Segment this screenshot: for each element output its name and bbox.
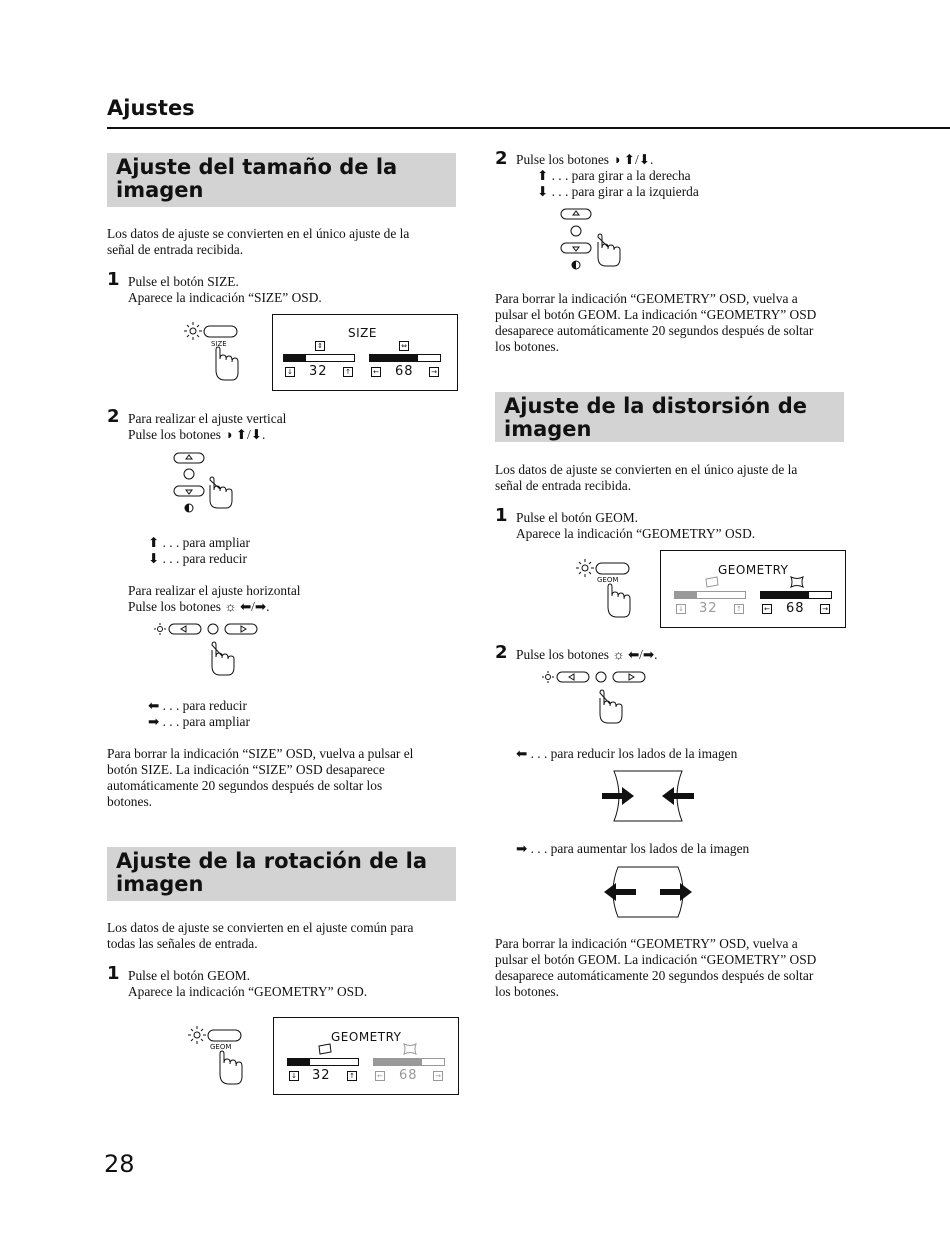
step-number: 1 <box>495 505 508 526</box>
page-number: 28 <box>104 1150 135 1178</box>
size-intro <box>107 226 409 258</box>
horizontal-size-bar <box>369 354 441 362</box>
rotation-step2-text <box>516 152 653 168</box>
distortion-right-text: ➡ . . . para aumentar los lados de la imagen <box>516 841 750 856</box>
text-line: ⬆ . . . para ampliar <box>148 535 250 550</box>
size-left-right-text <box>148 698 250 730</box>
distortion-closing-text <box>495 936 816 1000</box>
text-line: Para realizar el ajuste vertical <box>128 411 287 426</box>
size-osd-panel <box>272 314 458 391</box>
step-number: 2 <box>107 406 120 427</box>
text-line: Los datos de ajuste se convierten en el ajuste común para <box>107 920 414 935</box>
up-down-buttons-illustration <box>170 450 245 515</box>
text-line: ⬆ . . . para girar a la derecha <box>537 168 691 183</box>
osd-title: GEOMETRY <box>331 1030 402 1044</box>
text-line: automáticamente 20 segundos después de soltar los <box>107 778 383 793</box>
size-button-label: SIZE <box>211 340 227 348</box>
distortion-step2-text <box>516 647 657 663</box>
up-down-buttons-illustration <box>558 206 633 274</box>
geom-button-label: GEOM <box>597 576 619 584</box>
horizontal-size-value: 68 <box>395 364 414 379</box>
text-line: señal de entrada recibida. <box>495 478 632 493</box>
right-arrow-icon: → <box>433 1071 443 1081</box>
text-line: Para borrar la indicación “SIZE” OSD, vuelva a pulsar el <box>107 746 414 761</box>
text-line: Pulse los botones ☼ ⬅/➡. <box>128 599 270 614</box>
step-number: 1 <box>107 269 120 290</box>
text-line: Pulse el botón SIZE. <box>128 274 239 289</box>
vertical-size-value: 32 <box>309 364 328 379</box>
left-arrow-icon: ← <box>371 367 381 377</box>
pincushion-value: 68 <box>399 1068 418 1083</box>
section-title-size <box>107 153 456 207</box>
rotation-icon <box>318 1043 332 1055</box>
section-title-line: Ajuste de la distorsión de <box>504 394 807 418</box>
size-up-down-text <box>148 535 250 567</box>
text-line: botones. <box>107 794 153 809</box>
section-title-line: imagen <box>116 178 204 202</box>
osd-title: GEOMETRY <box>718 563 789 577</box>
text-line: Pulse el botón GEOM. <box>128 968 250 983</box>
text-line: todas las señales de entrada. <box>107 936 258 951</box>
text-line: ➡ . . . para ampliar <box>148 714 250 729</box>
rotation-bar <box>287 1058 359 1066</box>
text-line: Aparece la indicación “GEOMETRY” OSD. <box>128 984 368 999</box>
osd-title: SIZE <box>348 326 377 340</box>
section-title-distortion <box>495 392 844 442</box>
text-line: ⬇ . . . para reducir <box>148 551 247 566</box>
geom-button-illustration <box>572 555 642 625</box>
pincushion-icon <box>790 576 804 588</box>
size-step2-text <box>128 411 286 443</box>
text-line: Pulse los botones ◑ ⬆/⬇. <box>516 152 654 167</box>
step-number: 2 <box>495 642 508 663</box>
rotation-step1-text <box>128 968 367 1000</box>
pincushion-value: 68 <box>786 601 805 616</box>
rotation-value: 32 <box>312 1068 331 1083</box>
section-title-line: imagen <box>504 417 592 441</box>
reduce-sides-diagram <box>600 770 696 822</box>
text-line: Para borrar la indicación “GEOMETRY” OSD, vuelva a <box>495 936 798 951</box>
vertical-size-icon: ⇕ <box>315 341 325 351</box>
pincushion-icon <box>403 1043 417 1055</box>
text-line: ⬇ . . . para girar a la izquierda <box>537 184 699 199</box>
text-line: Pulse los botones ◑ ⬆/⬇. <box>128 427 266 442</box>
rotation-value: 32 <box>699 601 718 616</box>
left-right-buttons-illustration <box>538 668 653 730</box>
up-arrow-icon: ↑ <box>347 1071 357 1081</box>
size-closing-text <box>107 746 413 810</box>
geom-button-label: GEOM <box>210 1043 232 1051</box>
page-header-title: Ajustes <box>107 96 195 120</box>
step-number: 1 <box>107 963 120 984</box>
section-title-line: Ajuste de la rotación de la <box>116 849 428 873</box>
text-line: desaparece automáticamente 20 segundos después de soltar <box>495 323 814 338</box>
rotation-bar <box>674 591 746 599</box>
left-arrow-icon: ← <box>762 604 772 614</box>
header-rule <box>107 127 950 129</box>
rotation-intro <box>107 920 413 952</box>
text-line: Aparece la indicación “SIZE” OSD. <box>128 290 322 305</box>
distortion-osd-panel <box>660 550 846 628</box>
text-line: los botones. <box>495 984 559 999</box>
down-arrow-icon: ↓ <box>285 367 295 377</box>
down-arrow-icon: ↓ <box>289 1071 299 1081</box>
distortion-left-text: ⬅ . . . para reducir los lados de la imagen <box>516 746 738 761</box>
text-line: Los datos de ajuste se convierten en el único ajuste de la <box>107 226 410 241</box>
text-line: Los datos de ajuste se convierten en el único ajuste de la <box>495 462 798 477</box>
rotation-up-down-text <box>537 168 699 200</box>
up-arrow-icon: ↑ <box>343 367 353 377</box>
text-line: Para realizar el ajuste horizontal <box>128 583 301 598</box>
text-line: los botones. <box>495 339 559 354</box>
rotation-icon <box>705 576 719 588</box>
text-line: botón SIZE. La indicación “SIZE” OSD desaparece <box>107 762 385 777</box>
rotation-osd-panel <box>273 1017 459 1095</box>
text-line: desaparece automáticamente 20 segundos después de soltar <box>495 968 814 983</box>
increase-sides-diagram <box>600 866 696 918</box>
pincushion-bar <box>760 591 832 599</box>
text-line: Para borrar la indicación “GEOMETRY” OSD, vuelva a <box>495 291 798 306</box>
section-title-line: imagen <box>116 872 204 896</box>
section-title-line: Ajuste del tamaño de la <box>116 155 398 179</box>
distortion-step1-text <box>516 510 755 542</box>
vertical-size-bar <box>283 354 355 362</box>
rotation-closing-text <box>495 291 816 355</box>
text-line: Pulse el botón GEOM. <box>516 510 638 525</box>
geom-button-illustration <box>184 1022 254 1092</box>
step-number: 2 <box>495 148 508 169</box>
size-horizontal-text <box>128 583 301 615</box>
right-arrow-icon: → <box>429 367 439 377</box>
left-arrow-icon: ← <box>375 1071 385 1081</box>
left-right-buttons-illustration <box>150 620 265 682</box>
horizontal-size-icon: ⇔ <box>399 341 409 351</box>
text-line: pulsar el botón GEOM. La indicación “GEOMETRY” OSD <box>495 307 817 322</box>
up-arrow-icon: ↑ <box>734 604 744 614</box>
section-title-rotation <box>107 847 456 901</box>
distortion-intro <box>495 462 797 494</box>
right-arrow-icon: → <box>820 604 830 614</box>
text-line: Aparece la indicación “GEOMETRY” OSD. <box>516 526 756 541</box>
text-line: Pulse los botones ☼ ⬅/➡. <box>516 647 658 662</box>
down-arrow-icon: ↓ <box>676 604 686 614</box>
size-step1-text <box>128 274 322 306</box>
size-button-illustration <box>180 318 250 388</box>
text-line: señal de entrada recibida. <box>107 242 244 257</box>
text-line: ⬅ . . . para reducir <box>148 698 247 713</box>
pincushion-bar <box>373 1058 445 1066</box>
text-line: pulsar el botón GEOM. La indicación “GEOMETRY” OSD <box>495 952 817 967</box>
